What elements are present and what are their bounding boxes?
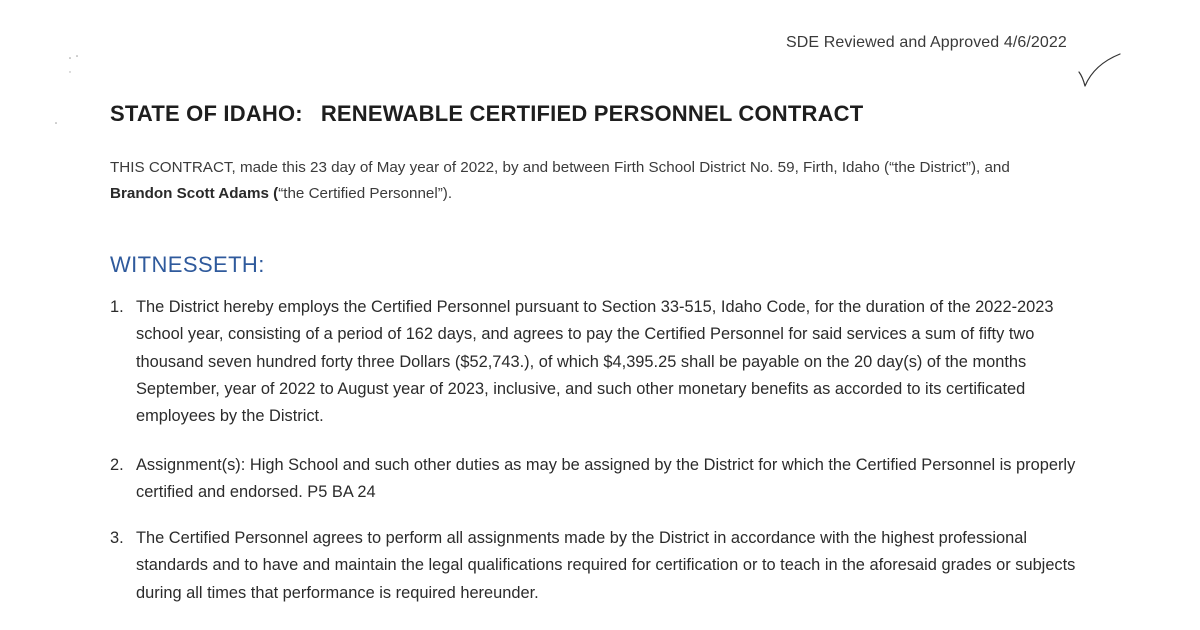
clause-item (110, 452, 1090, 507)
checkmark-icon (1076, 50, 1124, 92)
intro-text: THIS CONTRACT, made this 23 day of May year of 2022, by and between Firth School District No. 59, Firth, Idaho (“the District”), and (110, 159, 1010, 176)
clause-number: 3. (110, 529, 124, 547)
intro-paragraph (110, 155, 1070, 207)
clause-number: 1. (110, 298, 124, 316)
clause-text: The Certified Personnel agrees to perform all assignments made by the District in accordance with the highest professional standards and to have and maintain the legal qualifications required for certification or to teach in the aforesaid grades or subjects during all times that performance is required hereunder. (136, 529, 1076, 602)
witnesseth-heading: WITNESSETH: (110, 252, 265, 277)
clause-text: The District hereby employs the Certified Personnel pursuant to Section 33-515, Idaho Code, for the duration of the 2022-2023 school year, consisting of a period of 162 days, and agrees to pay the Certified Personnel for said services a sum of fifty two thousand seven hundred forty three Dollars ($52,743.), of which $4,395.25 shall be payable on the 20 day(s) of the months September, year of 2022 to August year of 2023, inclusive, and such other monetary benefits as accorded to its certificated employees by the District. (136, 298, 1054, 426)
scan-specks (0, 0, 120, 140)
intro-text-end: “the Certified Personnel”). (278, 185, 453, 202)
contract-title (110, 101, 863, 127)
clause-number: 2. (110, 456, 124, 474)
employee-name: Brandon Scott Adams ( (110, 185, 279, 202)
title-contract-type: RENEWABLE CERTIFIED PERSONNEL CONTRACT (320, 101, 864, 126)
clause-item (110, 525, 1090, 607)
title-state: STATE OF IDAHO: (110, 101, 303, 126)
clause-item (110, 294, 1090, 430)
clause-text: Assignment(s): High School and such other duties as may be assigned by the District for which the Certified Personnel is properly certified and endorsed. P5 BA 24 (136, 456, 1076, 502)
approval-stamp: SDE Reviewed and Approved 4/6/2022 (786, 34, 1067, 51)
